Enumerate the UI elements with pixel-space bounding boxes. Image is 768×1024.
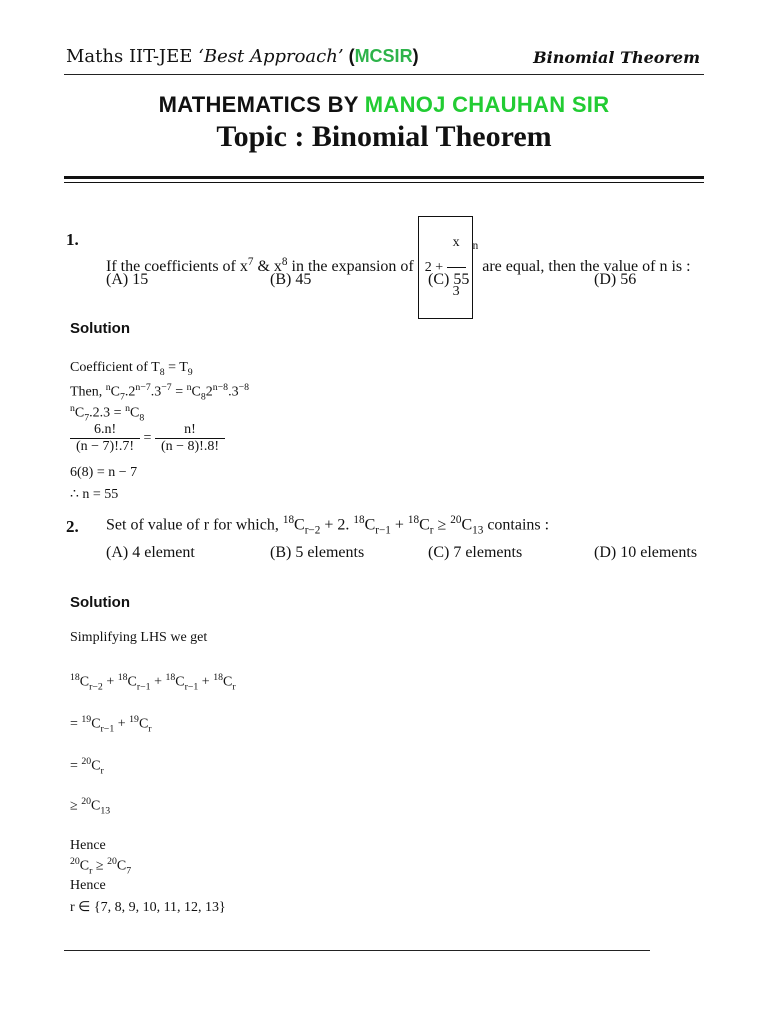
- q2-p4: 20: [450, 514, 462, 526]
- sol2-r5-ge: ≥: [92, 858, 108, 874]
- sol1-l2-b: C: [110, 384, 121, 400]
- sol2-r1-plus1: +: [102, 674, 118, 690]
- q2-option-c: (C) 7 elements: [428, 544, 523, 561]
- title-divider-thick: [64, 176, 704, 179]
- sol1-f1-den: (n − 7)!.7!: [76, 439, 135, 454]
- sol2-r3-c1: C: [91, 758, 101, 774]
- q1-text-a: If the coefficients of x: [106, 258, 248, 276]
- sol1-l2-s2: 8: [200, 391, 206, 403]
- q2-p1: 18: [282, 514, 295, 526]
- sol2-row4: [70, 796, 110, 816]
- sol2-r4-s1: 13: [100, 805, 111, 817]
- q1-option-c: (C) 55: [428, 271, 470, 288]
- sol1-frac2: [155, 422, 225, 455]
- sol2-r1-plus2: +: [150, 674, 166, 690]
- q2-number: 2.: [66, 517, 79, 536]
- q1-option-b: (B) 45: [270, 271, 312, 288]
- sol1-f2-num: n!: [155, 422, 225, 439]
- q1-text-b: & x: [253, 258, 282, 276]
- sol1-f2-den: (n − 8)!.8!: [160, 439, 219, 454]
- sol1-l2-d: .3: [150, 384, 162, 400]
- sol1-eq: =: [143, 430, 152, 446]
- sol1-l3-b: .2.3 =: [89, 405, 126, 421]
- q1-sup-b: 8: [281, 255, 288, 268]
- sol1-l2-p1: n: [105, 382, 111, 393]
- sol2-r4-p1: 20: [81, 796, 91, 807]
- sol1-line6: ∴ n = 55: [70, 487, 119, 502]
- q2-c3: C: [419, 516, 430, 534]
- q1-number: 1.: [66, 230, 79, 249]
- sol1-l2-e1: n−7: [135, 382, 151, 393]
- q2-p2: 18: [353, 514, 365, 526]
- sol1-l2-e2: −7: [161, 382, 172, 393]
- sol2-r1-s1: r−2: [89, 681, 103, 693]
- header-paren-close: ): [412, 46, 419, 66]
- sol1-f1-num: 6.n!: [70, 422, 140, 439]
- q2-c1: C: [294, 516, 305, 534]
- q1-bracket: [418, 216, 473, 319]
- header-right: Binomial Theorem: [533, 48, 700, 67]
- q1-bracket-exp: n: [472, 240, 479, 253]
- sol1-l2-f: C: [191, 384, 201, 400]
- sol1-frac1: [70, 422, 140, 455]
- sol1-l1-b: = T: [164, 360, 188, 375]
- sol2-r4-c1: C: [90, 798, 101, 814]
- header-paren-open: (: [343, 46, 355, 66]
- q2-s1: r−2: [304, 524, 321, 537]
- sol2-hence1: Hence: [70, 838, 106, 853]
- sol2-r1-s2: r−1: [136, 681, 151, 693]
- sol2-r5-p1: 20: [70, 856, 80, 867]
- sol2-r1-p3: 18: [165, 672, 176, 683]
- sol1-l2-a: Then,: [70, 384, 106, 400]
- header-left: [66, 46, 419, 67]
- sol1-l3-c: C: [129, 405, 140, 421]
- solution-2-label: Solution: [70, 594, 130, 611]
- page-title: Topic : Binomial Theorem: [216, 120, 552, 153]
- sol2-hence2: Hence: [70, 878, 106, 893]
- sol2-r1-p2: 18: [117, 672, 128, 683]
- sol1-l3-a: C: [74, 405, 85, 421]
- q1-text-c: in the expansion of: [287, 258, 418, 276]
- sol2-r2-p2: 19: [129, 714, 139, 725]
- sol2-r1-plus3: +: [198, 674, 214, 690]
- sol2-r2-c1: C: [91, 716, 101, 732]
- sol2-row2: [70, 714, 152, 734]
- sol2-r2-s2: r: [148, 723, 152, 735]
- sol2-r2-c2: C: [138, 716, 149, 732]
- sol2-r1-c2: C: [127, 674, 137, 690]
- q2-p3: 18: [407, 514, 420, 526]
- q1-bracket-left: 2 +: [424, 259, 444, 275]
- sol1-l2-g: 2: [205, 384, 213, 400]
- page-heading: [0, 92, 768, 118]
- sol2-r1-c1: C: [79, 674, 90, 690]
- q2-c4: C: [461, 516, 473, 534]
- solution-1-label: Solution: [70, 320, 130, 337]
- heading-prefix: MATHEMATICS BY: [158, 92, 365, 117]
- q2-s3: r: [429, 524, 434, 537]
- q2-text-a: Set of value of r for which,: [106, 516, 283, 534]
- q1-option-a: (A) 15: [106, 271, 149, 288]
- sol1-line5: 6(8) = n − 7: [70, 465, 138, 480]
- sol2-r3-eq: =: [70, 758, 82, 774]
- q1-frac-num: x: [447, 219, 466, 268]
- sol2-r2-s1: r−1: [100, 723, 115, 735]
- sol1-l2-p2: n: [186, 382, 192, 393]
- sol2-r5-c1: C: [79, 858, 90, 874]
- sol1-line4: [70, 422, 225, 455]
- q2-c2: C: [364, 516, 376, 534]
- q2-s4: 13: [472, 524, 484, 537]
- q2-text-d: ≥: [433, 516, 451, 534]
- sol1-l3-s1: 7: [84, 412, 90, 424]
- q2-text-b: + 2.: [320, 516, 354, 534]
- q2-text-c: +: [390, 516, 408, 534]
- sol1-l3-p2: n: [125, 403, 130, 414]
- sol2-row3: [70, 756, 104, 776]
- sol2-r1-s3: r−1: [184, 681, 199, 693]
- sol2-r5-p2: 20: [107, 856, 117, 867]
- header-divider: [64, 74, 704, 75]
- header-brand: MCSIR: [354, 46, 413, 66]
- q1-sup-a: 7: [247, 255, 254, 268]
- sol2-r2-p1: 19: [81, 714, 92, 725]
- q2-s2: r−1: [375, 524, 391, 537]
- sol2-r1-s4: r: [232, 681, 236, 693]
- sol1-l1-a: Coefficient of T: [70, 360, 160, 375]
- q1-text: [106, 216, 691, 319]
- sol2-r3-s1: r: [100, 765, 104, 777]
- header-prefix: Maths IIT-JEE: [66, 46, 199, 67]
- q2-text: [106, 514, 549, 537]
- q2-option-b: (B) 5 elements: [270, 544, 365, 561]
- footer-divider: [64, 950, 650, 951]
- q1-text-d: are equal, then the value of n is :: [478, 258, 691, 276]
- title-divider-thin: [64, 182, 704, 183]
- sol1-l2-e: =: [171, 384, 187, 400]
- sol2-row5: [70, 856, 131, 876]
- sol1-line3: [70, 403, 144, 423]
- header-italic: ‘Best Approach’: [198, 46, 344, 67]
- q2-option-d: (D) 10 elements: [594, 544, 698, 561]
- sol1-l1-s1: 8: [159, 366, 165, 378]
- q1-fraction: [447, 219, 466, 316]
- q2-option-a: (A) 4 element: [106, 544, 195, 561]
- sol2-row1: [70, 672, 236, 692]
- q2-text-e: contains :: [483, 516, 550, 534]
- sol1-line2: [70, 382, 249, 402]
- sol1-line1: [70, 360, 193, 378]
- sol2-r3-p1: 20: [81, 756, 92, 767]
- sol1-l2-s1: 7: [120, 391, 125, 403]
- sol2-final: r ∈ {7, 8, 9, 10, 11, 12, 13}: [70, 900, 226, 915]
- sol2-r1-c3: C: [175, 674, 185, 690]
- sol2-r5-s1: r: [89, 865, 93, 877]
- sol1-l3-s2: 8: [139, 412, 145, 424]
- sol2-r4-ge: ≥: [70, 798, 82, 814]
- q1-frac-den: 3: [452, 284, 460, 299]
- sol2-r1-p4: 18: [213, 672, 223, 683]
- sol2-r2-eq: =: [70, 716, 82, 732]
- sol2-r2-plus: +: [114, 716, 130, 732]
- sol2-r5-c2: C: [116, 858, 127, 874]
- sol1-l2-e4: −8: [238, 382, 250, 393]
- sol1-l2-h: .3: [228, 384, 239, 400]
- sol1-l2-e3: n−8: [212, 382, 229, 393]
- heading-name: MANOJ CHAUHAN SIR: [364, 92, 610, 117]
- sol1-l3-p1: n: [70, 403, 75, 414]
- sol2-r5-s2: 7: [126, 865, 132, 877]
- sol2-r1-p1: 18: [70, 672, 80, 683]
- sol2-intro: Simplifying LHS we get: [70, 630, 208, 645]
- q1-option-d: (D) 56: [594, 271, 637, 288]
- sol2-r1-c4: C: [223, 674, 233, 690]
- sol1-l2-c: .2: [124, 384, 136, 400]
- sol1-l1-s2: 9: [187, 366, 193, 378]
